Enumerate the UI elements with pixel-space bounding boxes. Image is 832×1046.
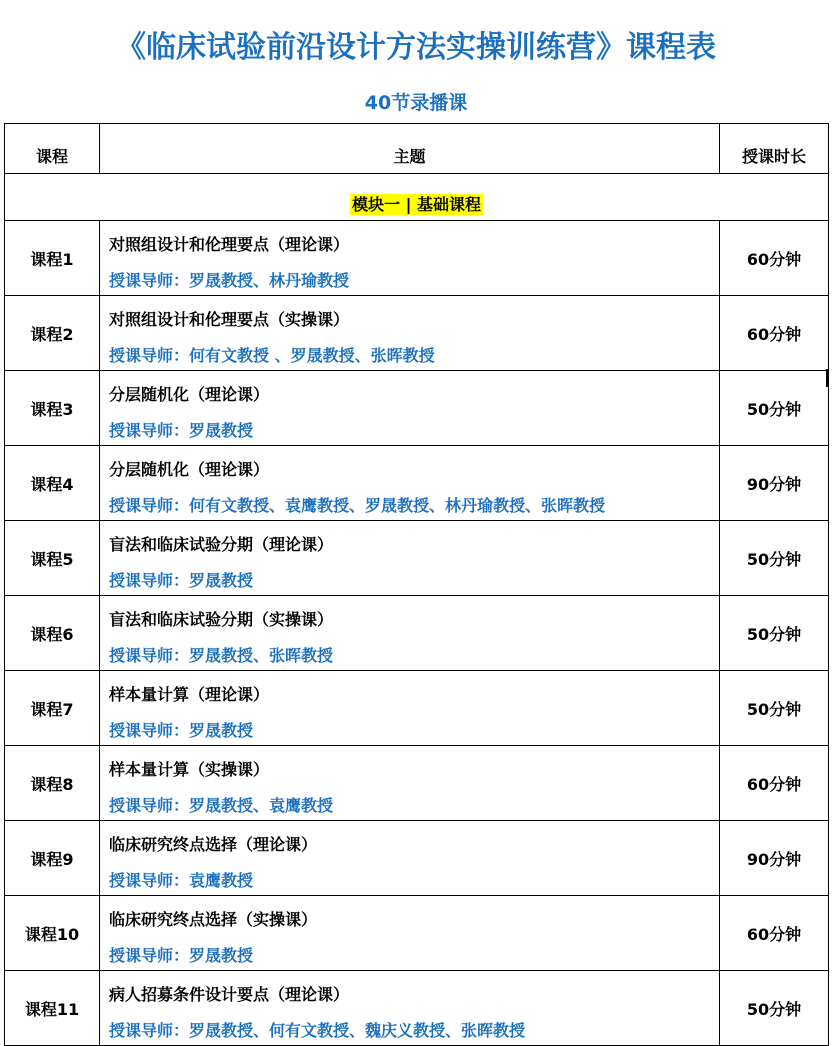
course-duration-cell: 60分钟 bbox=[720, 296, 829, 371]
module-label: 模块一 | 基础课程 bbox=[352, 194, 481, 214]
table-row bbox=[5, 521, 829, 596]
course-duration-cell: 50分钟 bbox=[720, 971, 829, 1046]
course-name-cell: 课程10 bbox=[5, 896, 100, 971]
course-topic-cell bbox=[100, 521, 720, 596]
table-row bbox=[5, 896, 829, 971]
course-name-cell: 课程6 bbox=[5, 596, 100, 671]
course-topic-cell bbox=[100, 821, 720, 896]
topic-title: 临床研究终点选择（理论课） bbox=[109, 835, 318, 854]
column-header-duration: 授课时长 bbox=[720, 124, 829, 174]
course-duration-cell: 60分钟 bbox=[720, 746, 829, 821]
topic-teacher: 授课导师：罗晟教授 bbox=[109, 721, 254, 740]
course-topic-cell bbox=[100, 371, 720, 446]
table-row bbox=[5, 746, 829, 821]
topic-title: 分层随机化（理论课） bbox=[109, 460, 270, 479]
topic-teacher: 授课导师：罗晟教授、袁鹰教授 bbox=[109, 796, 334, 815]
course-name-cell: 课程4 bbox=[5, 446, 100, 521]
course-name-cell: 课程1 bbox=[5, 221, 100, 296]
table-row bbox=[5, 446, 829, 521]
course-name-cell: 课程5 bbox=[5, 521, 100, 596]
topic-teacher: 授课导师：罗晟教授、何有文教授、魏庆义教授、张晖教授 bbox=[109, 1021, 526, 1040]
topic-teacher: 授课导师：罗晟教授 bbox=[109, 421, 254, 440]
course-name-cell: 课程9 bbox=[5, 821, 100, 896]
course-topic-cell bbox=[100, 671, 720, 746]
course-topic-cell bbox=[100, 446, 720, 521]
course-topic-cell bbox=[100, 596, 720, 671]
page-subtitle: 40节录播课 bbox=[364, 92, 468, 114]
course-duration-cell: 50分钟 bbox=[720, 596, 829, 671]
topic-teacher: 授课导师：罗晟教授 bbox=[109, 571, 254, 590]
module-row bbox=[5, 174, 829, 221]
course-topic-cell bbox=[100, 896, 720, 971]
topic-title: 病人招募条件设计要点（理论课） bbox=[109, 985, 350, 1004]
course-name-cell: 课程7 bbox=[5, 671, 100, 746]
page-title: 《临床试验前沿设计方法实操训练营》课程表 bbox=[116, 30, 716, 65]
course-topic-cell bbox=[100, 746, 720, 821]
column-header-topic: 主题 bbox=[100, 124, 720, 174]
table-row bbox=[5, 596, 829, 671]
topic-teacher: 授课导师：罗晟教授、张晖教授 bbox=[109, 646, 334, 665]
topic-title: 盲法和临床试验分期（实操课） bbox=[109, 610, 334, 629]
course-name-cell: 课程2 bbox=[5, 296, 100, 371]
table-header-row bbox=[5, 124, 829, 174]
course-topic-cell bbox=[100, 296, 720, 371]
table-row bbox=[5, 971, 829, 1046]
topic-teacher: 授课导师：罗晟教授 bbox=[109, 946, 254, 965]
topic-title: 对照组设计和伦理要点（实操课） bbox=[109, 310, 350, 329]
topic-teacher: 授课导师：袁鹰教授 bbox=[109, 871, 254, 890]
table-row bbox=[5, 221, 829, 296]
module-cell bbox=[5, 174, 829, 221]
course-duration-cell: 50分钟 bbox=[720, 521, 829, 596]
course-name-cell: 课程8 bbox=[5, 746, 100, 821]
table-row bbox=[5, 821, 829, 896]
table-row bbox=[5, 671, 829, 746]
course-duration-cell: 90分钟 bbox=[720, 821, 829, 896]
table-row bbox=[5, 296, 829, 371]
topic-teacher: 授课导师：何有文教授、袁鹰教授、罗晟教授、林丹瑜教授、张晖教授 bbox=[109, 496, 606, 515]
topic-title: 分层随机化（理论课） bbox=[109, 385, 270, 404]
topic-title: 样本量计算（实操课） bbox=[109, 760, 270, 779]
course-name-cell: 课程11 bbox=[5, 971, 100, 1046]
course-duration-cell: 50分钟 bbox=[720, 371, 829, 446]
topic-title: 对照组设计和伦理要点（理论课） bbox=[109, 235, 350, 254]
course-name-cell: 课程3 bbox=[5, 371, 100, 446]
topic-teacher: 授课导师：罗晟教授、林丹瑜教授 bbox=[109, 271, 350, 290]
course-topic-cell bbox=[100, 221, 720, 296]
course-topic-cell bbox=[100, 971, 720, 1046]
course-duration-cell: 50分钟 bbox=[720, 671, 829, 746]
course-duration-cell: 90分钟 bbox=[720, 446, 829, 521]
topic-title: 盲法和临床试验分期（理论课） bbox=[109, 535, 334, 554]
topic-title: 样本量计算（理论课） bbox=[109, 685, 270, 704]
table-row bbox=[5, 371, 829, 446]
topic-teacher: 授课导师：何有文教授 、罗晟教授、张晖教授 bbox=[109, 346, 435, 365]
topic-title: 临床研究终点选择（实操课） bbox=[109, 910, 318, 929]
column-header-course: 课程 bbox=[5, 124, 100, 174]
schedule-table bbox=[4, 123, 829, 1046]
course-duration-cell: 60分钟 bbox=[720, 896, 829, 971]
course-duration-cell: 60分钟 bbox=[720, 221, 829, 296]
